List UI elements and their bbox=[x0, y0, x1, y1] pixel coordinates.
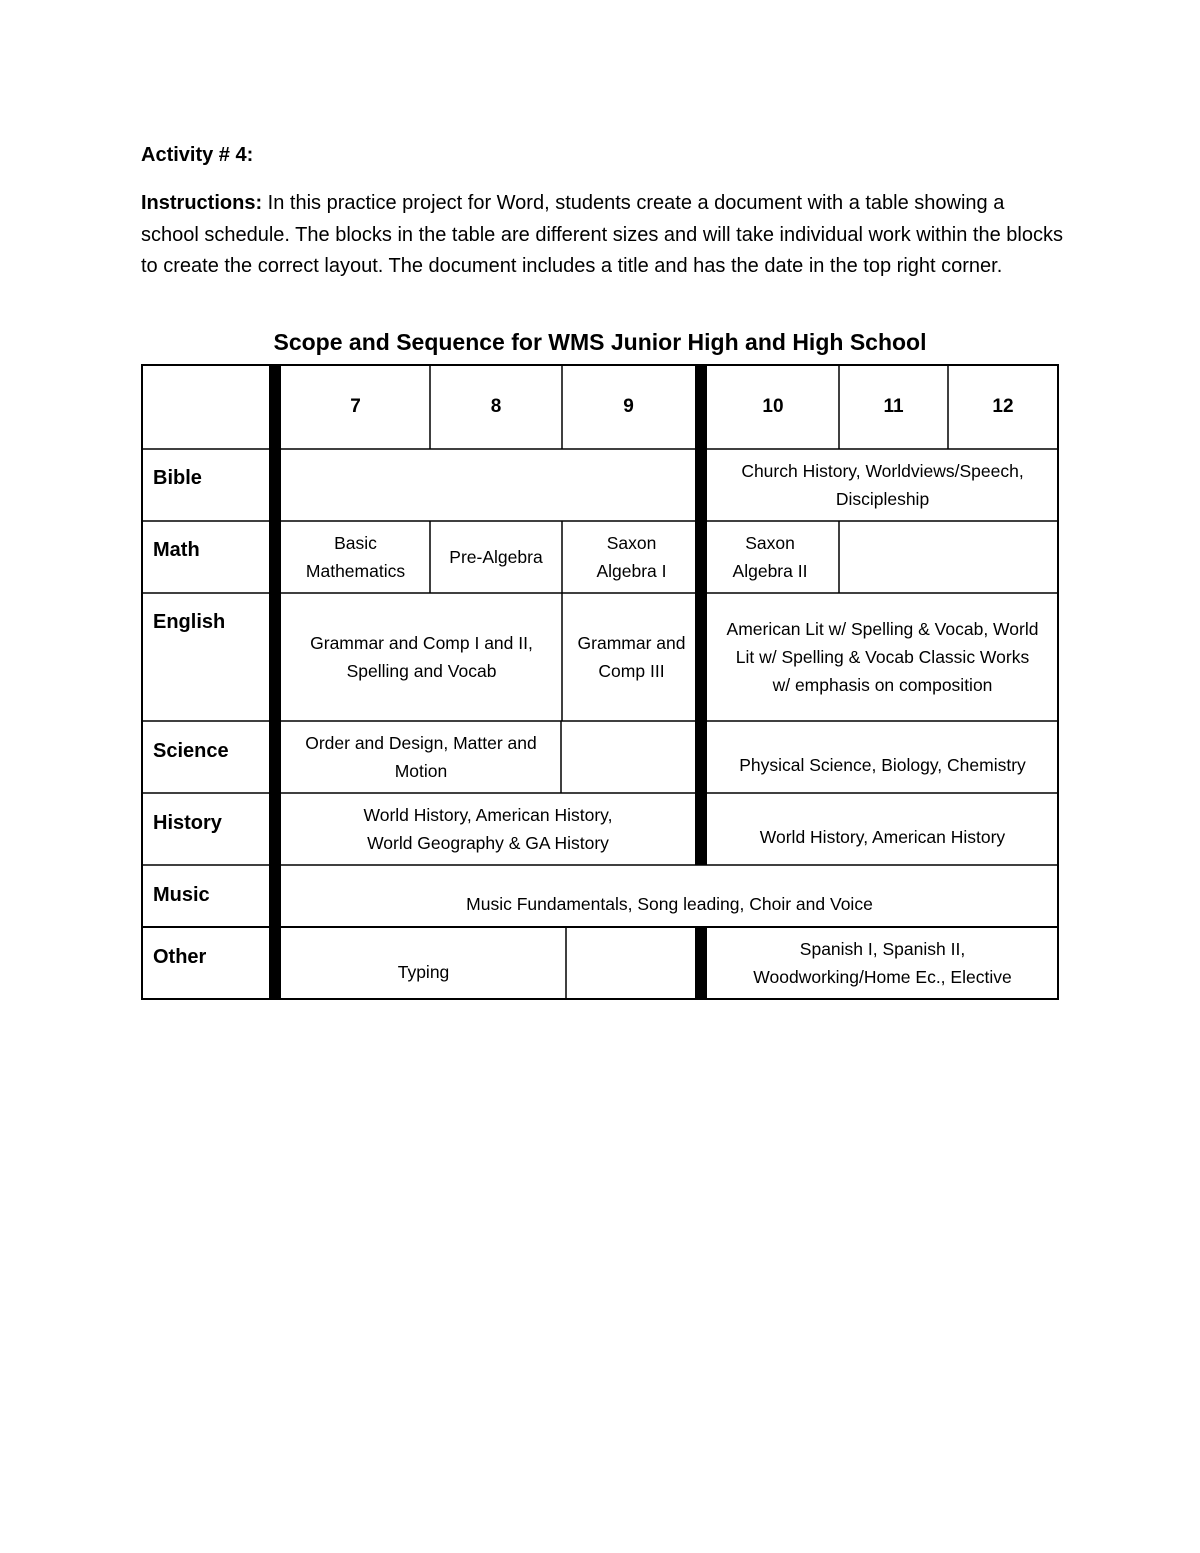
bible-high-school-cell: Church History, Worldviews/Speech, Discipleship bbox=[741, 461, 1024, 509]
english-grade-9-cell: Grammar and Comp III bbox=[577, 633, 686, 681]
math-grade-7-cell: Basic Mathematics bbox=[305, 533, 406, 581]
activity-heading: Activity # 4: bbox=[141, 144, 254, 166]
grade-header-10: 10 bbox=[762, 396, 784, 417]
grade-header-11: 11 bbox=[883, 396, 904, 417]
subject-bible: Bible bbox=[153, 467, 202, 489]
subject-science: Science bbox=[153, 740, 229, 762]
history-high-school-cell: World History, American History bbox=[759, 827, 1006, 847]
instructions-text: In this practice project for Word, students create a document with a table showing a school schedule. The blocks in the table are different sizes and will take individual work within the blocks to create the correct layout. The document includes a title and has the date in the top right corner. bbox=[141, 192, 1063, 277]
science-grades-7-8-cell: Order and Design, Matter and Motion bbox=[305, 733, 537, 781]
grade-header-8: 8 bbox=[490, 396, 502, 417]
table-title: Scope and Sequence for WMS Junior High and High School bbox=[273, 329, 927, 355]
instructions-label: Instructions: bbox=[141, 192, 263, 214]
other-junior-high-cell: Typing bbox=[397, 962, 450, 982]
math-grade-9-cell: Saxon Algebra I bbox=[596, 533, 667, 581]
math-grade-8-cell: Pre-Algebra bbox=[449, 547, 543, 567]
subject-english: English bbox=[153, 611, 226, 633]
math-grade-10-cell: Saxon Algebra II bbox=[732, 533, 808, 581]
other-high-school-cell: Spanish I, Spanish II, Woodworking/Home Ec., Elective bbox=[753, 939, 1012, 987]
subject-music: Music bbox=[153, 884, 210, 906]
subject-other: Other bbox=[153, 946, 207, 968]
history-junior-high-cell: World History, American History, World Geography & GA History bbox=[363, 805, 613, 853]
subject-math: Math bbox=[153, 539, 200, 561]
grade-header-9: 9 bbox=[623, 396, 634, 417]
grade-header-7: 7 bbox=[350, 396, 361, 417]
english-high-school-cell: American Lit w/ Spelling & Vocab, World Lit w/ Spelling & Vocab Classic Works w/ emphasis on composition bbox=[726, 619, 1039, 695]
subject-history: History bbox=[153, 812, 222, 834]
english-grades-7-8-cell: Grammar and Comp I and II, Spelling and Vocab bbox=[310, 633, 533, 681]
music-all-grades-cell: Music Fundamentals, Song leading, Choir and Voice bbox=[466, 894, 873, 914]
grade-header-12: 12 bbox=[992, 396, 1014, 417]
science-high-school-cell: Physical Science, Biology, Chemistry bbox=[739, 755, 1026, 775]
